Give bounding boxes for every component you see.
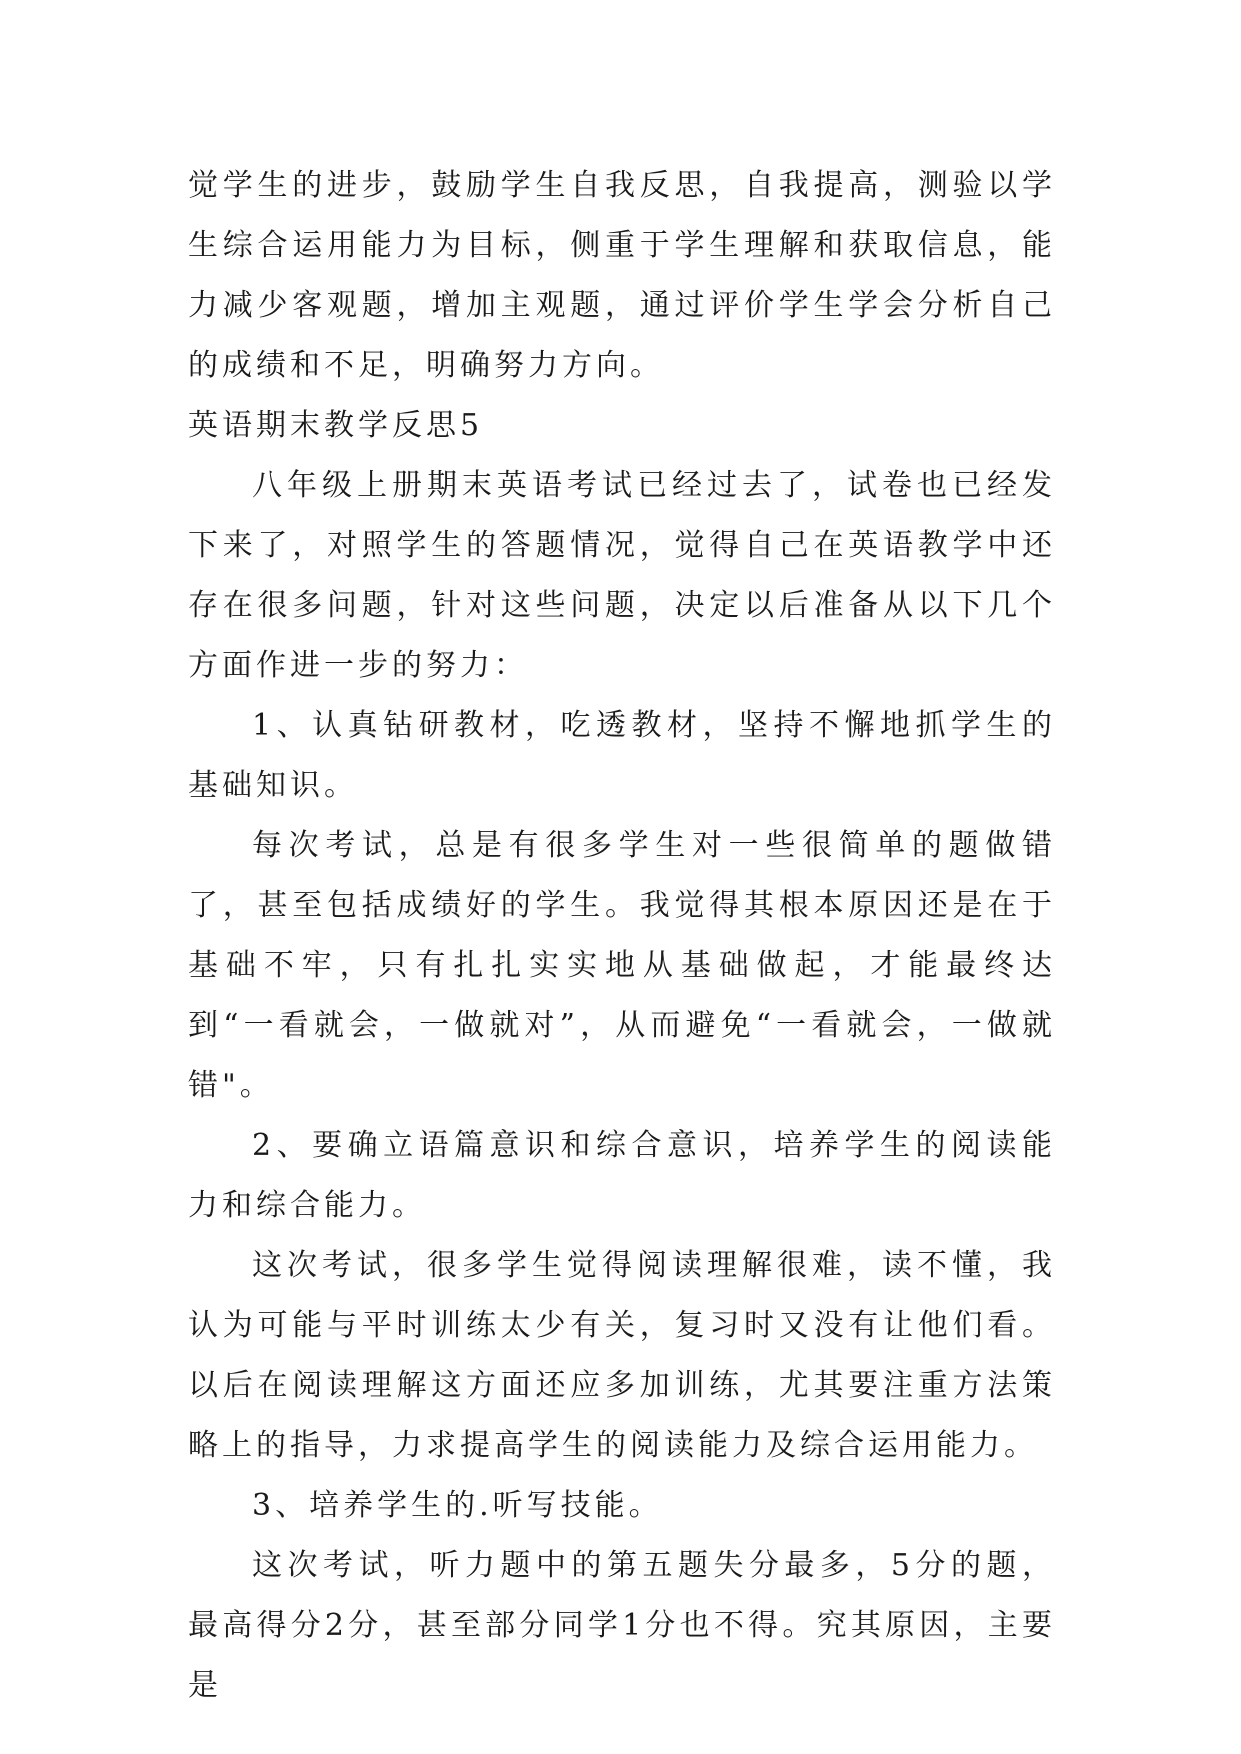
paragraph-point-3: 3、培养学生的.听写技能。 xyxy=(252,1488,663,1523)
document-body xyxy=(188,156,1056,1716)
paragraph-point-2-detail: 这次考试，很多学生觉得阅读理解很难，读不懂，我认为可能与平时训练太少有关，复习时又没有让他们看。以后在阅读理解这方面还应多加训练，尤其要注重方法策略上的指导，力求提高学生的阅读能力及综合运用能力。 xyxy=(188,1248,1056,1463)
paragraph-intro: 八年级上册期末英语考试已经过去了，试卷也已经发下来了，对照学生的答题情况，觉得自己在英语教学中还存在很多问题，针对这些问题，决定以后准备从以下几个方面作进一步的努力： xyxy=(188,468,1056,683)
paragraph-continuation: 觉学生的进步，鼓励学生自我反思，自我提高，测验以学生综合运用能力为目标，侧重于学生理解和获取信息，能力减少客观题，增加主观题，通过评价学生学会分析自己的成绩和不足，明确努力方向。 xyxy=(188,168,1056,383)
paragraph-point-3-detail: 这次考试，听力题中的第五题失分最多，5分的题，最高得分2分，甚至部分同学1分也不得。究其原因，主要是 xyxy=(188,1548,1056,1703)
paragraph-point-1: 1、认真钻研教材，吃透教材，坚持不懈地抓学生的基础知识。 xyxy=(188,708,1056,803)
paragraph-point-1-detail: 每次考试，总是有很多学生对一些很简单的题做错了，甚至包括成绩好的学生。我觉得其根本原因还是在于基础不牢，只有扎扎实实地从基础做起，才能最终达到“一看就会，一做就对”，从而避免“一看就会，一做就错"。 xyxy=(188,828,1056,1103)
section-heading: 英语期末教学反思5 xyxy=(188,408,484,443)
paragraph-point-2: 2、要确立语篇意识和综合意识，培养学生的阅读能力和综合能力。 xyxy=(188,1128,1056,1223)
